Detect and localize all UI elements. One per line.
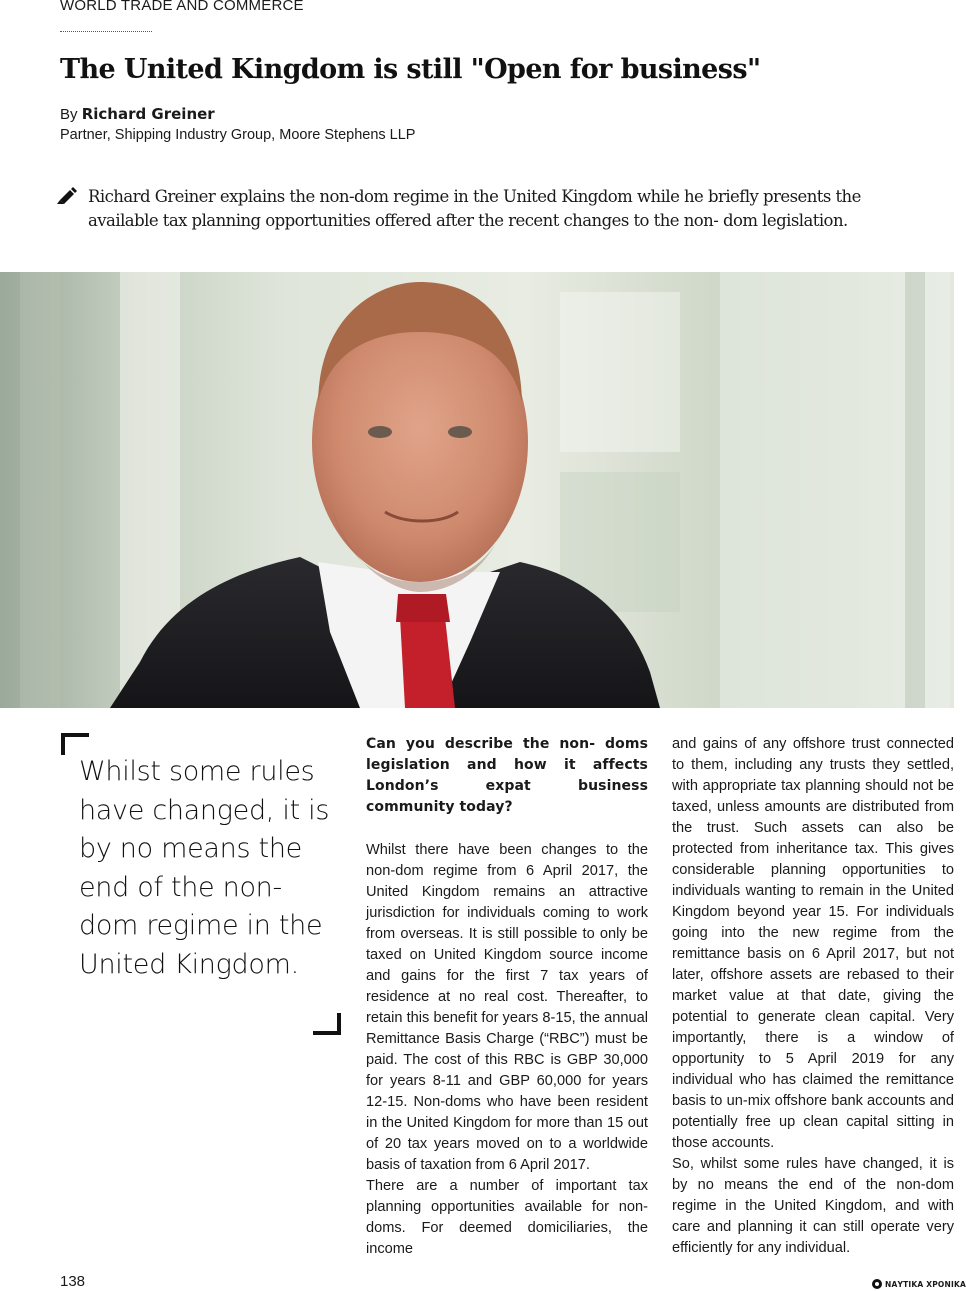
pull-quote: Whilst some rules have changed, it is by no means the end of the non-dom regime in the United Kingdom.	[79, 756, 330, 980]
interview-question: Can you describe the non- doms legislation and how it affects London’s expat business community today?	[366, 736, 648, 815]
article-column-1	[366, 734, 648, 1260]
paragraph: There are a number of important tax planning opportunities available for non-doms. For deemed domiciliaries, the income	[366, 1178, 648, 1257]
publication-brand	[872, 1279, 966, 1289]
pencil-icon	[56, 186, 78, 204]
section-label: WORLD TRADE AND COMMERCE	[60, 0, 304, 14]
brand-name: ΝΑΥΤΙΚΑ ΧΡΟΝΙΚΑ	[885, 1279, 966, 1289]
paragraph: and gains of any offshore trust connected to them, including any trusts they settled, with appropriate tax planning should not be taxed, unless amounts are distributed from the trust. Such assets can also be protected from inheritance tax. This gives considerable planning opportunities to individuals wanting to remain in the United Kingdom beyond year 15. For individuals going into the new regime from the remittance basis on 6 April 2017, but not later, offshore assets are rebased to their market value at that date, giving the potential to generate clean capital. Very importantly, there is a window of opportunity to 5 April 2019 for any individual who has claimed the remittance basis to un-mix offshore bank accounts and potentially free up clean capital sitting in those accounts.	[672, 736, 954, 1151]
author-name: Richard Greiner	[81, 105, 215, 123]
quote-open-mark	[61, 733, 89, 755]
quote-close-mark	[313, 1013, 341, 1035]
brand-logo-icon	[872, 1279, 882, 1289]
byline-prefix: By	[60, 106, 78, 123]
article-headline: The United Kingdom is still "Open for business"	[60, 54, 761, 85]
article-column-2	[672, 734, 954, 1259]
page-number: 138	[60, 1273, 86, 1290]
article-lead: Richard Greiner explains the non-dom regime in the United Kingdom while he briefly presents the available tax planning opportunities offered after the recent changes to the non- dom legislation.	[88, 187, 861, 230]
paragraph: Whilst there have been changes to the non-dom regime from 6 April 2017, the United Kingdom remains an attractive jurisdiction for individuals coming to work from overseas. It is still possible to only be taxed on United Kingdom source income and gains for the first 7 tax years of residence at no real cost. Thereafter, to retain this benefit for years 8-15, the annual Remittance Basis Charge (“RBC”) must be paid. The cost of this RBC is GBP 30,000 for years 8-11 and GBP 60,000 for years 12-15. Non-doms who have been resident in the United Kingdom for more than 15 out of 20 tax years moved on to a worldwide basis of taxation from 6 April 2017.	[366, 842, 648, 1173]
byline	[60, 105, 215, 123]
author-portrait-photo	[0, 272, 954, 708]
paragraph: So, whilst some rules have changed, it is by no means the end of the non-dom regime in the United Kingdom, and with care and planning it can still operate very efficiently for any individual.	[672, 1156, 954, 1256]
section-divider	[60, 31, 152, 32]
author-affiliation: Partner, Shipping Industry Group, Moore Stephens LLP	[60, 127, 416, 143]
